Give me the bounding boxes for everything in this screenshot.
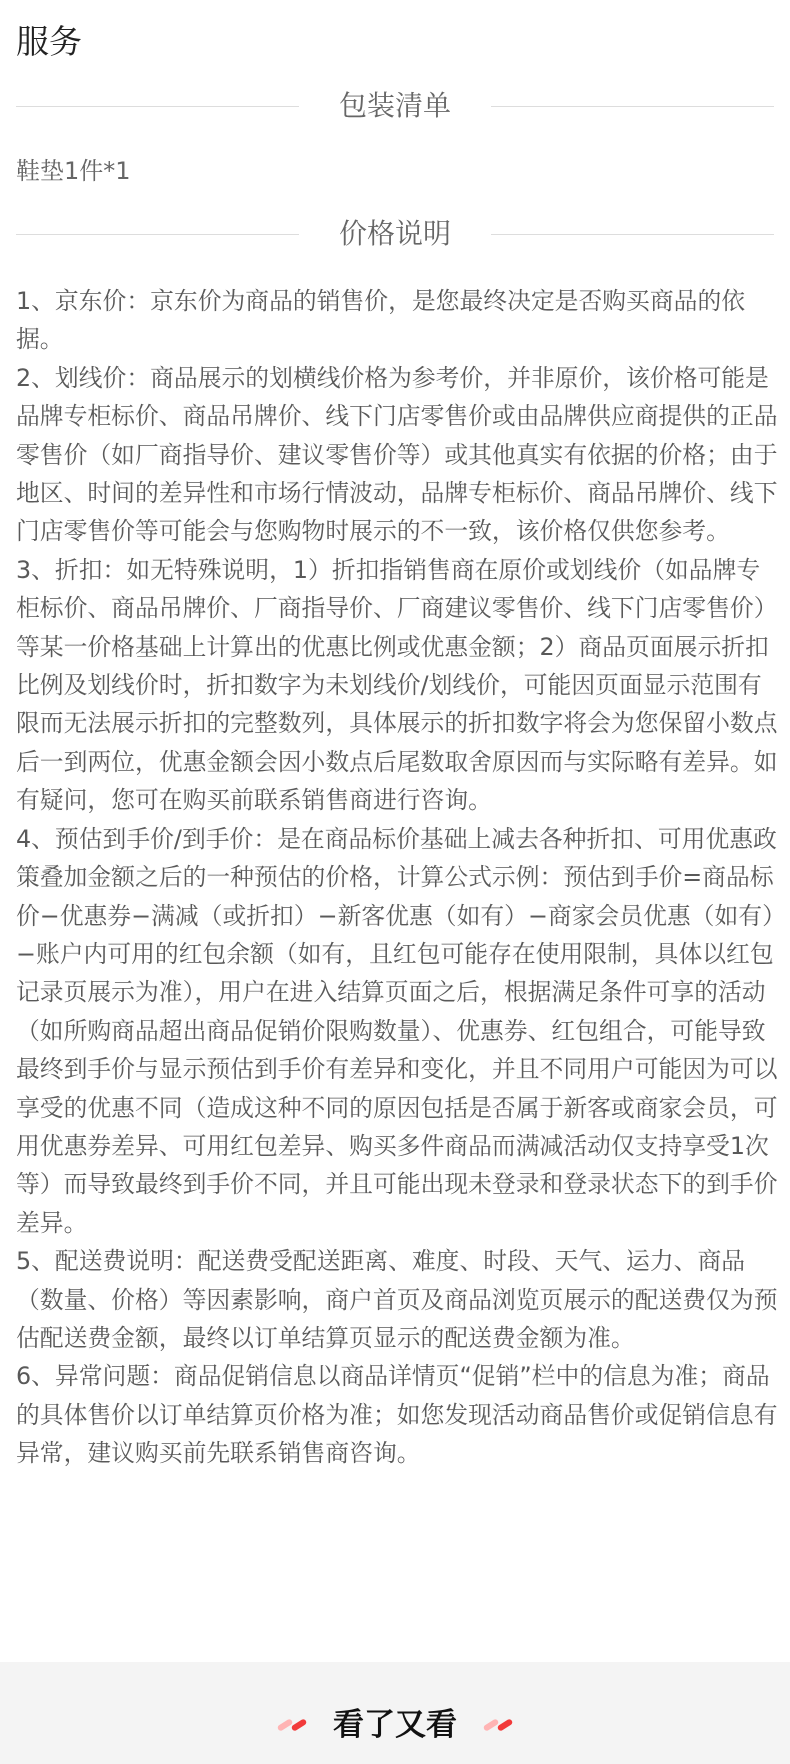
- price-paragraph-delivery-fee: 5、配送费说明：配送费受配送距离、难度、时段、天气、运力、商品（数量、价格）等因素影响，商户首页及商品浏览页展示的配送费仅为预估配送费金额，最终以订单结算页显示的配送费金额为准。: [16, 1247, 778, 1352]
- service-title: 服务: [16, 22, 82, 61]
- decor-brush-right-icon: [479, 1715, 517, 1735]
- decor-brush-left-icon: [273, 1715, 311, 1735]
- price-description-heading: [16, 214, 774, 254]
- price-paragraph-jd-price: 1、京东价：京东价为商品的销售价，是您最终决定是否购买商品的依据。: [16, 287, 746, 354]
- divider-line-left: [16, 106, 299, 107]
- price-description-body: [16, 282, 778, 1473]
- package-list-heading: [16, 86, 774, 126]
- price-paragraph-discount: 3、折扣：如无特殊说明，1）折扣指销售商在原价或划线价（如品牌专柜标价、商品吊牌价、厂商指导价、厂商建议零售价、线下门店零售价）等某一价格基础上计算出的优惠比例或优惠金额；2）商品页面展示折扣比例及划线价时，折扣数字为未划线价/划线价，可能因页面显示范围有限而无法展示折扣的完整数列，具体展示的折扣数字将会为您保留小数点后一到两位，优惠金额会因小数点后尾数取舍原因而与实际略有差异。如有疑问，您可在购买前联系销售商进行咨询。: [16, 555, 778, 815]
- divider-line-left: [16, 234, 299, 235]
- price-paragraph-exceptions: 6、异常问题：商品促销信息以商品详情页“促销”栏中的信息为准；商品的具体售价以订单结算页价格为准；如您发现活动商品售价或促销信息有异常，建议购买前先联系销售商咨询。: [16, 1362, 778, 1468]
- recommendation-title: 看了又看: [333, 1707, 457, 1743]
- divider-line-right: [491, 106, 774, 107]
- package-item: 鞋垫1件*1: [16, 157, 131, 185]
- package-list-label: 包装清单: [339, 89, 452, 122]
- recommendation-heading: [0, 1700, 790, 1750]
- price-description-label: 价格说明: [339, 217, 452, 250]
- price-paragraph-estimated-price: 4、预估到手价/到手价：是在商品标价基础上减去各种折扣、可用优惠政策叠加金额之后的一种预估的价格，计算公式示例：预估到手价=商品标价−优惠券−满减（或折扣）−新客优惠（如有）−商家会员优惠（如有）−账户内可用的红包余额（如有，且红包可能存在使用限制，具体以红包记录页展示为准），用户在进入结算页面之后，根据满足条件可享的活动（如所购商品超出商品促销价限购数量）、优惠券、红包组合，可能导致最终到手价与显示预估到手价有差异和变化，并且不同用户可能因为可以享受的优惠不同（造成这种不同的原因包括是否属于新客或商家会员，可用优惠券差异、可用红包差异、购买多件商品而满减活动仅支持享受1次等）而导致最终到手价不同，并且可能出现未登录和登录状态下的到手价差异。: [16, 824, 778, 1237]
- divider-line-right: [491, 234, 774, 235]
- price-paragraph-strikethrough-price: 2、划线价：商品展示的划横线价格为参考价，并非原价，该价格可能是品牌专柜标价、商品吊牌价、线下门店零售价或由品牌供应商提供的正品零售价（如厂商指导价、建议零售价等）或其他真实有依据的价格；由于地区、时间的差异性和市场行情波动，品牌专柜标价、商品吊牌价、线下门店零售价等可能会与您购物时展示的不一致，该价格仅供您参考。: [16, 363, 778, 546]
